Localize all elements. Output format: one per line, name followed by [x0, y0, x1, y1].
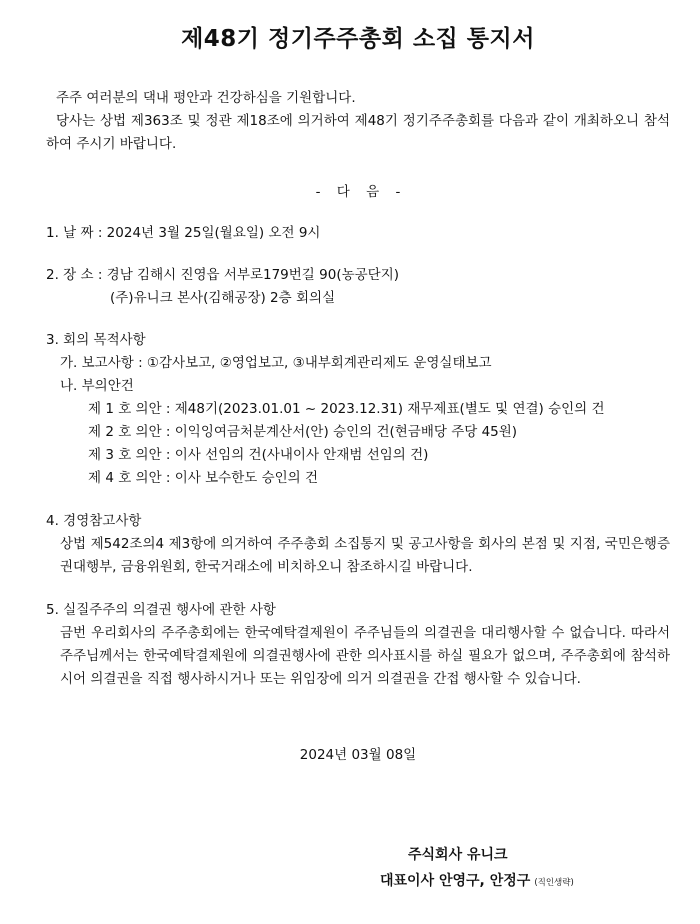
- management-body: 상법 제542조의4 제3항에 의거하여 주주총회 소집통지 및 공고사항을 회사의 본점 및 지점, 국민은행증권대행부, 금융위원회, 한국거래소에 비치하오니 참조하시길 바랍니다.: [60, 536, 670, 575]
- section-agenda: [46, 329, 670, 490]
- agenda-resolution-title: 나. 부의안건: [60, 378, 134, 394]
- issue-date: 2024년 03월 08일: [299, 747, 417, 763]
- company-name: 주식회사 유니크: [408, 847, 508, 863]
- agenda-title: 3. 회의 목적사항: [46, 332, 146, 348]
- center-label: - 다 음 -: [315, 184, 401, 200]
- place-line2: (주)유니크 본사(김해공장) 2층 회의실: [110, 290, 336, 306]
- page-title: 제48기 정기주주총회 소집 통지서: [181, 26, 535, 52]
- intro: [46, 87, 670, 156]
- resolution-item: 제 1 호 의안 : 제48기(2023.01.01 ~ 2023.12.31) 재무제표(별도 및 연결) 승인의 건: [88, 401, 605, 417]
- agenda-report: 가. 보고사항 : ①감사보고, ②영업보고, ③내부회계관리제도 운영실태보고: [60, 355, 492, 371]
- management-title: 4. 경영참고사항: [46, 513, 142, 529]
- section-place: [46, 264, 670, 310]
- section-management: [46, 510, 670, 579]
- representative-line: [380, 870, 574, 890]
- intro-greeting: 주주 여러분의 댁내 평안과 건강하심을 기원합니다.: [56, 90, 356, 106]
- section-voting: [46, 599, 670, 691]
- resolution-item: 제 3 호 의안 : 이사 선임의 건(사내이사 안재범 선임의 건): [88, 447, 429, 463]
- resolution-item: 제 2 호 의안 : 이익잉여금처분계산서(안) 승인의 건(현금배당 주당 45원): [88, 424, 518, 440]
- intro-body: 당사는 상법 제363조 및 정관 제18조에 의거하여 제48기 정기주주총회를 다음과 같이 개최하오니 참석하여 주시기 바랍니다.: [46, 113, 670, 152]
- place-line1: 2. 장 소 : 경남 김해시 진영읍 서부로179번길 90(농공단지): [46, 267, 400, 283]
- voting-body: 금번 우리회사의 주주총회에는 한국예탁결제원이 주주님들의 의결권을 대리행사할 수 없습니다. 따라서 주주님께서는 한국예탁결제원에 의결권행사에 관한 의사표시를 하실 필요가 없으며, 주주총회에 참석하시어 의결권을 직접 행사하시거나 또는 위임장에 의거 의결권을 간접 행사할 수 있습니다.: [60, 625, 670, 687]
- representative: 대표이사 안영구, 안정구: [380, 873, 531, 889]
- section-date: 1. 날 짜 : 2024년 3월 25일(월요일) 오전 9시: [46, 225, 321, 241]
- seal-note: (직인생략): [534, 878, 574, 888]
- resolution-item: 제 4 호 의안 : 이사 보수한도 승인의 건: [88, 470, 319, 486]
- voting-title: 5. 실질주주의 의결권 행사에 관한 사항: [46, 602, 276, 618]
